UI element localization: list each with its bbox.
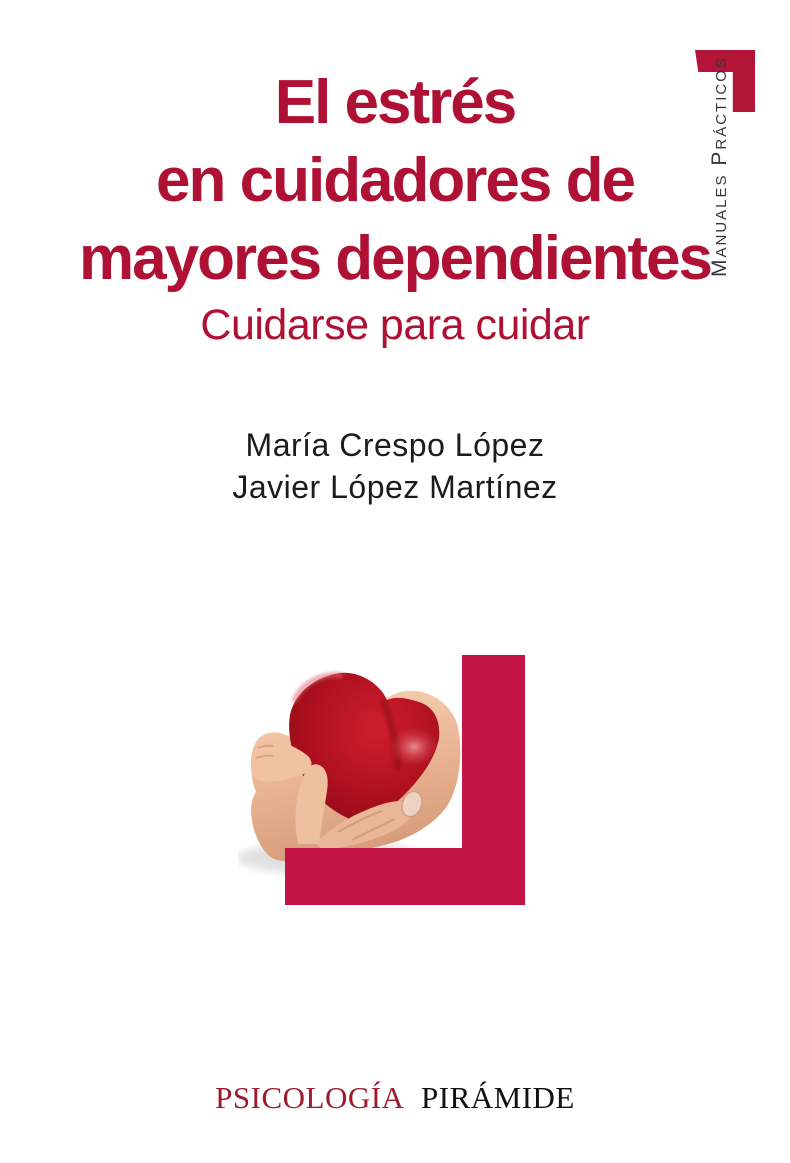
frame-horizontal-bar — [285, 848, 525, 905]
book-title — [0, 56, 790, 298]
authors-block — [0, 424, 790, 508]
author-name-1: María Crespo López — [245, 427, 545, 463]
book-subtitle: Cuidarse para cuidar — [200, 301, 590, 349]
collection-label: Manuales Prácticos — [708, 56, 731, 277]
publisher-series-label: PSICOLOGÍA — [215, 1080, 403, 1115]
publisher-name-label: PIRÁMIDE — [421, 1080, 575, 1115]
title-line-3: mayores dependientes — [79, 224, 711, 293]
heart-highlight — [390, 728, 438, 766]
author-name-2: Javier López Martínez — [232, 469, 558, 505]
publisher-logo — [0, 1080, 790, 1116]
title-line-2: en cuidadores de — [156, 146, 634, 215]
title-line-1: El estrés — [274, 68, 516, 137]
